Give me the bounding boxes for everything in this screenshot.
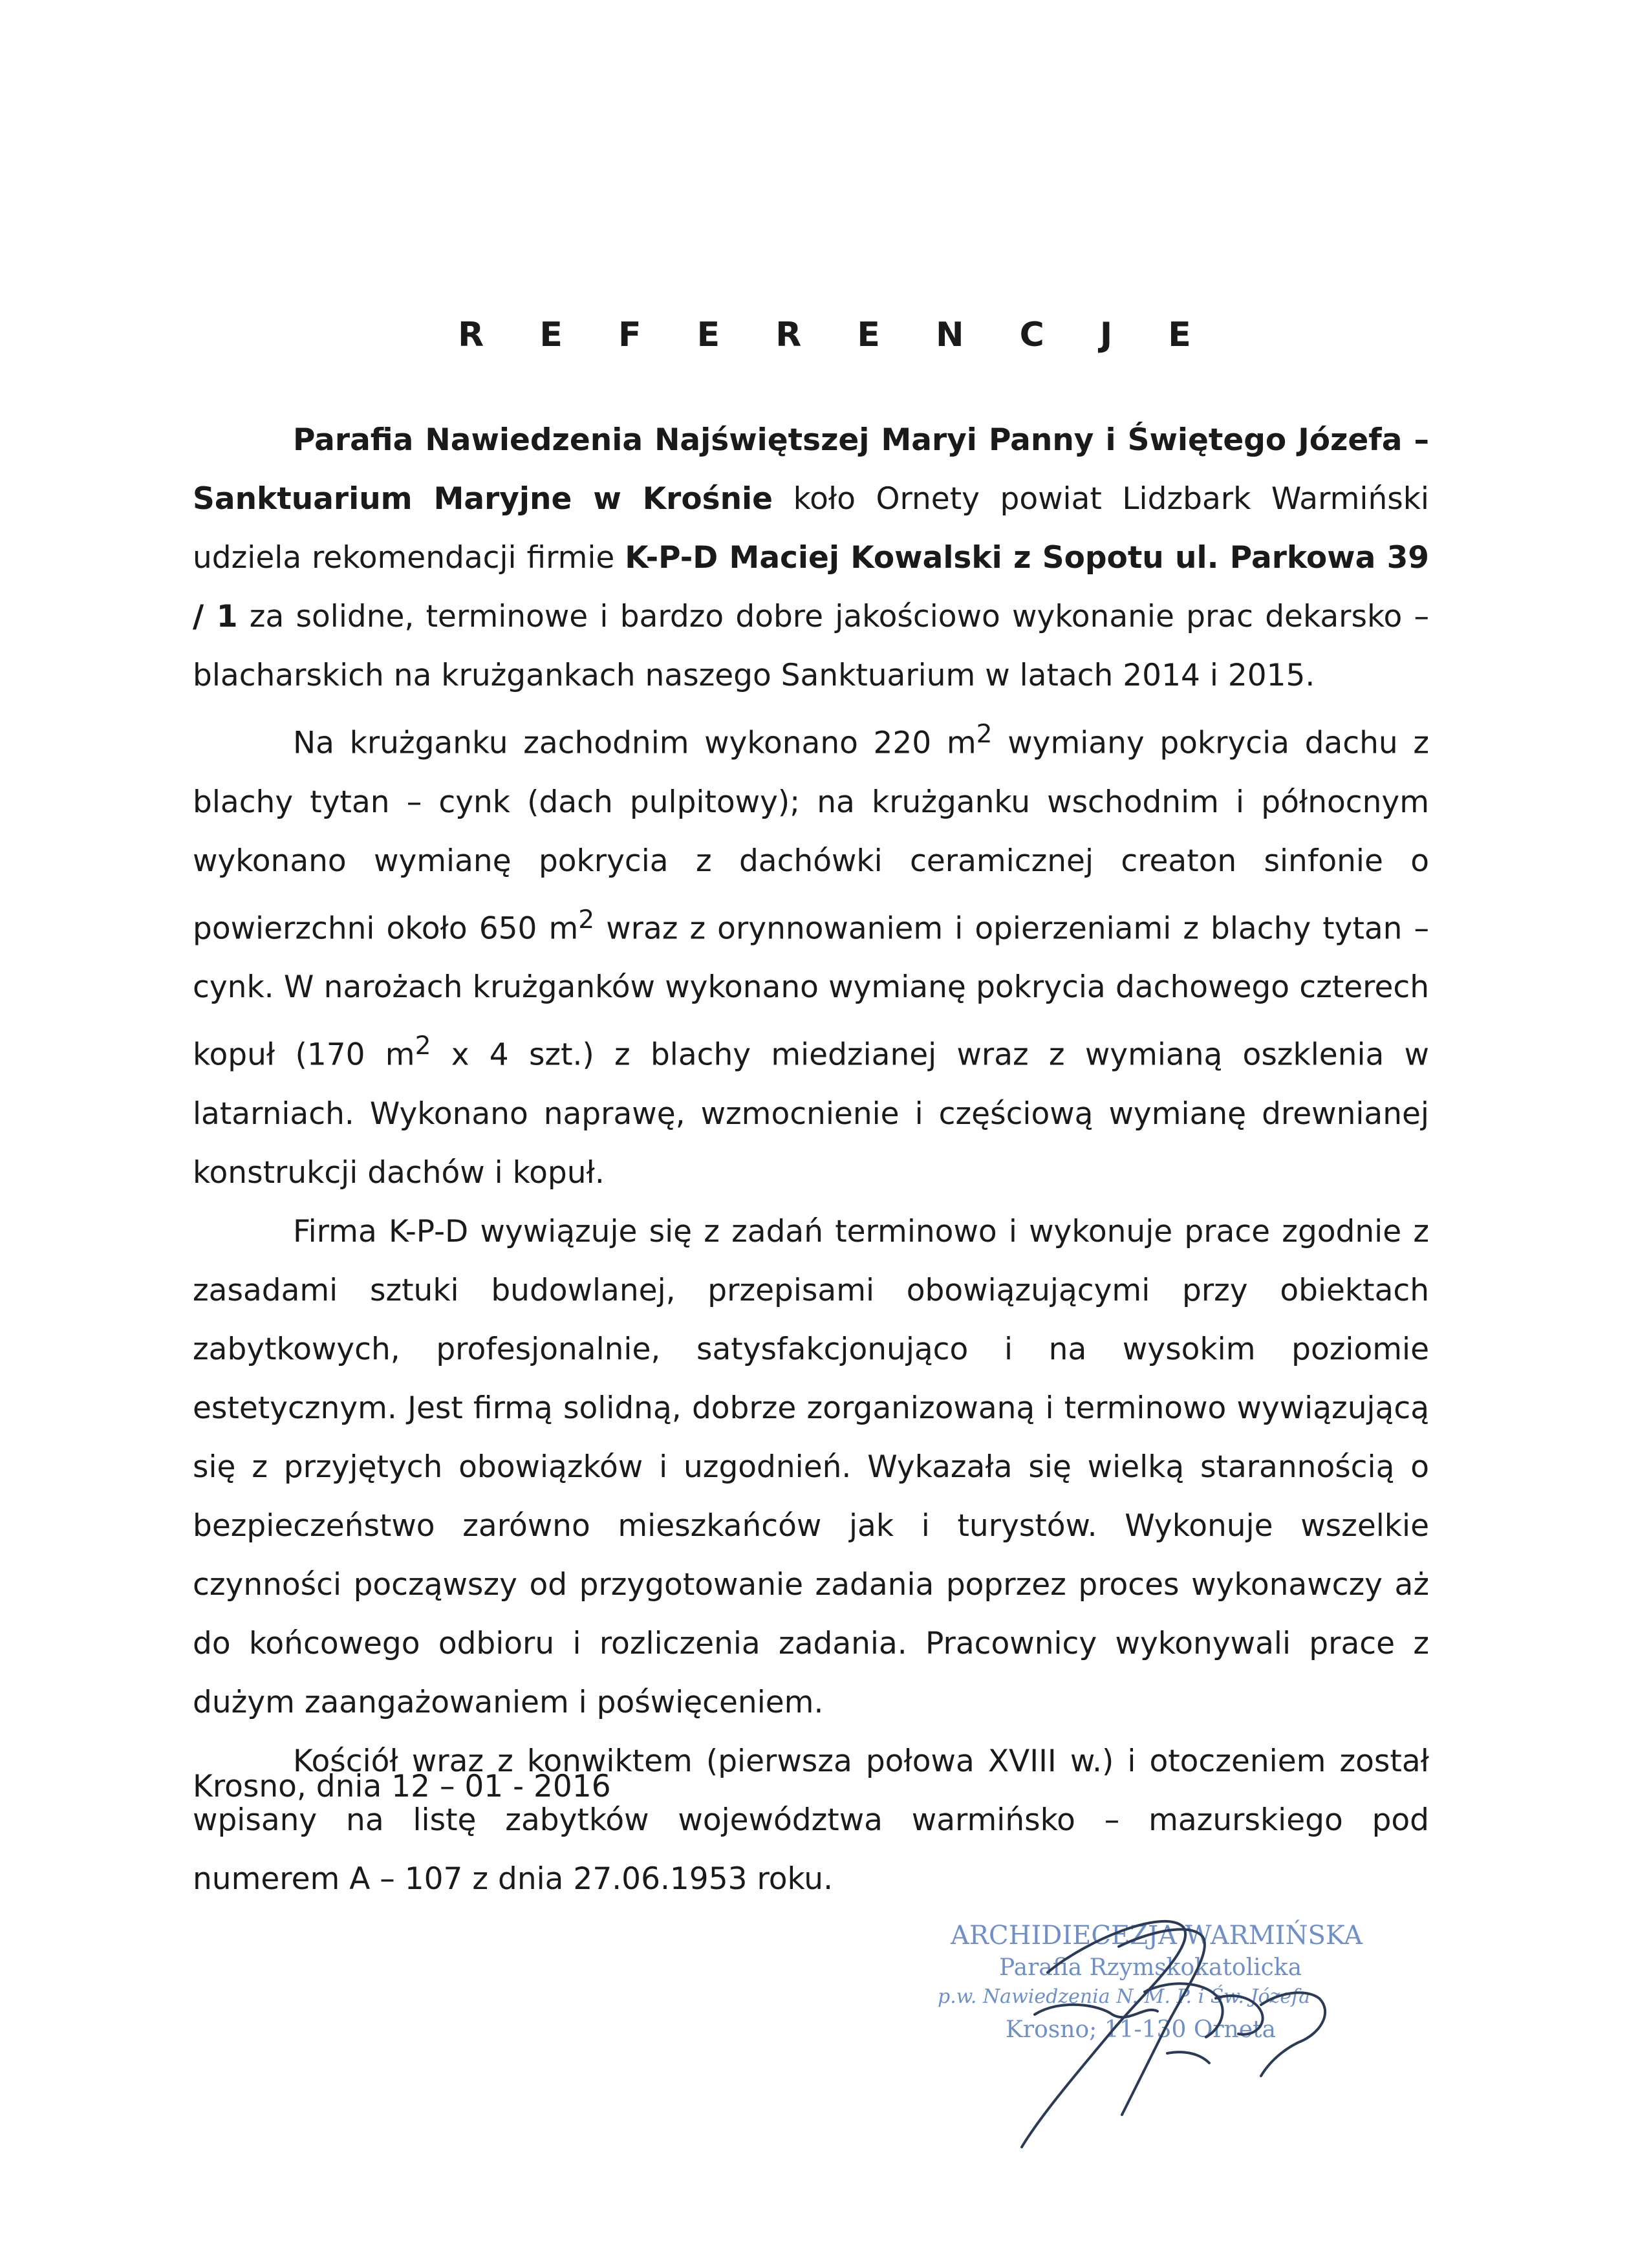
company-name: K-P-D Maciej Kowalski z Sopotu ul. Parkowa 39 / 1: [193, 540, 1430, 634]
paragraph-works: [193, 705, 1429, 1202]
paragraph-company-assessment: Firma K-P-D wywiązuje się z zadań terminowo i wykonuje prace zgodnie z zasadami sztuki budowlanej, przepisami obowiązującymi przy obiektach zabytkowych, profesjonalnie, satysfakcjonująco i na wysokim poziomie estetycznym. Jest firmą solidną, dobrze zorganizowaną i terminowo wywiązującą się z przyjętych obowiązków i uzgodnień. Wykazała się wielką starannością o bezpieczeństwo zarówno mieszkańców jak i turystów. Wykonuje wszelkie czynności począwszy od przygotowanie zadania poprzez proces wykonawczy aż do końcowego odbioru i rozliczenia zadania. Pracownicy wykonywali prace z dużym zaangażowaniem i poświęceniem.: [193, 1213, 1429, 1720]
recommendation-text-b: za solidne, terminowe i bardzo dobre jakościowo wykonanie prac dekarsko – blacharskich na krużgankach naszego Sanktuarium w latach 2014 i 2015.: [193, 599, 1429, 693]
parish-name: Parafia Nawiedzenia Najświętszej Maryi Panny i Świętego Józefa – Sanktuarium Maryjne w Krośnie: [193, 422, 1429, 517]
paragraph-monument-registry: Kościół wraz z konwiktem (pierwsza połowa XVIII w.) i otoczeniem został wpisany na listę zabytków województwa warmińsko – mazurskiego pod numerem A – 107 z dnia 27.06.1953 roku.: [193, 1743, 1429, 1897]
works-sup-2: 2: [578, 905, 595, 934]
recommendation-text-a: koło Ornety powiat Lidzbark Warmiński udziela rekomendacji firmie: [193, 481, 1429, 576]
stamp-line-parish: Parafia Rzymskokatolicka: [999, 1954, 1302, 1981]
works-sup-3: 2: [415, 1031, 431, 1061]
stamp-line-address: Krosno; 11-130 Orneta: [1006, 2016, 1276, 2043]
document-date: Krosno, dnia 12 – 01 - 2016: [193, 1769, 611, 1804]
stamp-line-archdiocese: ARCHIDIECEZJA WARMIŃSKA: [951, 1921, 1363, 1950]
document-body: [193, 411, 1429, 1908]
works-text-2: wymiany pokrycia dachu z blachy tytan – cynk (dach pulpitowy); na krużganku wschodnim i północnym wykonano wymianę pokrycia z dachówki ceramicznej creaton sinfonie o powierzchni około 650 m: [193, 725, 1429, 947]
works-text-4: x 4 szt.) z blachy miedzianej wraz z wymianą oszklenia w latarniach. Wykonano naprawę, wzmocnienie i częściową wymianę drewnianej konstrukcji dachów i kopuł.: [193, 1037, 1429, 1191]
works-text-3: wraz z orynnowaniem i opierzeniami z blachy tytan – cynk. W narożach krużganków wykonano wymianę pokrycia dachowego czterech kopuł (170 m: [193, 911, 1430, 1073]
paragraph-recommendation: [193, 411, 1429, 705]
works-sup-1: 2: [976, 720, 993, 749]
document-title: R E F E R E N C J E: [458, 316, 1213, 354]
stamp-line-dedication: p.w. Nawiedzenia N. M. P. i Św. Józefa: [938, 1985, 1311, 2008]
handwritten-signature: [951, 1901, 1390, 2173]
works-text-1: Na krużganku zachodnim wykonano 220 m: [293, 725, 976, 761]
